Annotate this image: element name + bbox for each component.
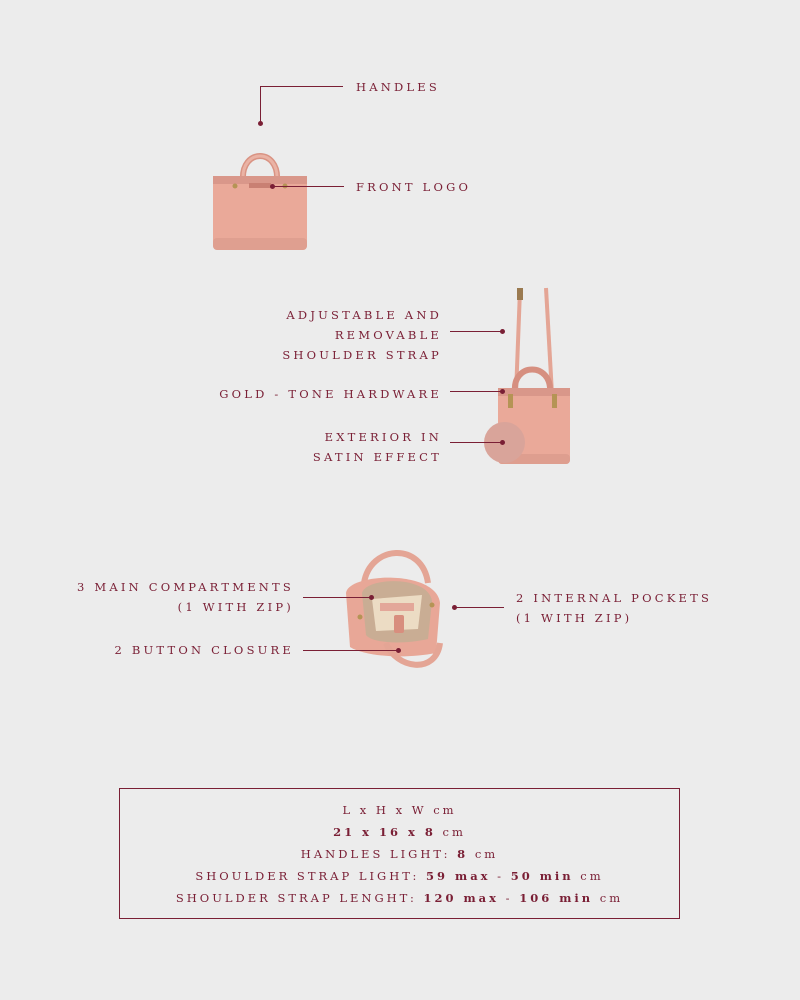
dimensions-row-strap-light [120, 865, 679, 887]
handles-dot [258, 121, 263, 126]
size-value: 21 x 16 x 8 [333, 825, 436, 839]
closure-dot [396, 648, 401, 653]
strap-light-min: 50 min [510, 869, 574, 883]
pockets-dot [452, 605, 457, 610]
strap-length-sep: - [498, 891, 520, 905]
label-compartments-2: (1 WITH ZIP) [177, 600, 294, 614]
bag-interior-image [336, 543, 451, 673]
hardware-leader [450, 391, 502, 392]
strap-light-unit: cm [573, 869, 604, 883]
strap-light-max: 59 max [426, 869, 491, 883]
label-closure: 2 BUTTON CLOSURE [114, 643, 294, 657]
label-strap-3: SHOULDER STRAP [282, 348, 442, 362]
pockets-leader [454, 607, 504, 608]
label-exterior-1: EXTERIOR IN [324, 430, 442, 444]
exterior-leader [450, 442, 502, 443]
compartments-leader [303, 597, 371, 598]
bag-front-image [205, 138, 315, 258]
front-logo-dot [270, 184, 275, 189]
handles-light-value: 8 [457, 847, 469, 861]
handles-leader [260, 86, 343, 87]
label-strap-2: REMOVABLE [334, 328, 442, 342]
label-front-logo: FRONT LOGO [356, 180, 472, 194]
label-handles: HANDLES [356, 80, 440, 94]
dimensions-row-handles [120, 843, 679, 865]
strap-light-label: SHOULDER STRAP LIGHT: [195, 869, 427, 883]
size-unit: cm [435, 825, 466, 839]
front-logo-leader [272, 186, 344, 187]
dimensions-box [119, 788, 680, 919]
strap-dot [500, 329, 505, 334]
handles-leader-vertical [260, 86, 261, 123]
exterior-dot [500, 440, 505, 445]
strap-length-max: 120 max [423, 891, 499, 905]
label-pockets-1: 2 INTERNAL POCKETS [516, 591, 713, 605]
label-strap-1: ADJUSTABLE AND [286, 308, 442, 322]
strap-length-label: SHOULDER STRAP LENGHT: [175, 891, 424, 905]
label-compartments-1: 3 MAIN COMPARTMENTS [76, 580, 294, 594]
strap-leader [450, 331, 502, 332]
label-hardware: GOLD - TONE HARDWARE [219, 387, 442, 401]
strap-length-unit: cm [593, 891, 624, 905]
hardware-dot [500, 389, 505, 394]
dimensions-row-size [120, 821, 679, 843]
label-pockets-2: (1 WITH ZIP) [516, 611, 633, 625]
compartments-dot [369, 595, 374, 600]
handles-light-unit: cm [468, 847, 499, 861]
dimensions-row-strap-length [120, 887, 679, 909]
dimensions-row-units: L x H x W cm [342, 803, 457, 817]
label-exterior-2: SATIN EFFECT [312, 450, 442, 464]
handles-light-label: HANDLES LIGHT: [300, 847, 458, 861]
strap-light-sep: - [490, 869, 511, 883]
closure-leader [303, 650, 398, 651]
strap-length-min: 106 min [519, 891, 594, 905]
